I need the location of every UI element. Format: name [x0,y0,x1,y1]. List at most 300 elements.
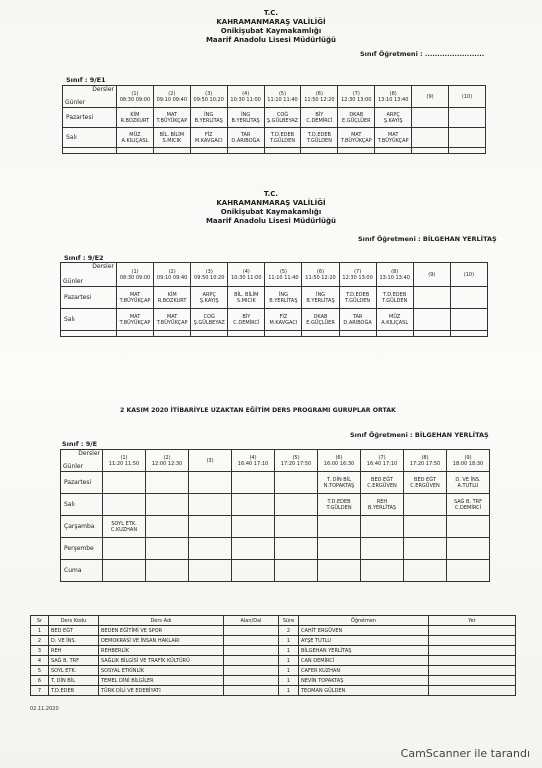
lesson-teacher: D.ARIBOĞA [343,319,372,326]
lesson-cell [449,108,486,128]
course-cell: TÜRK DİLİ VE EDEBİYATI [99,686,224,696]
lesson-cell [318,538,361,560]
lesson-teacher: A.KILIÇASL [381,319,409,326]
day-row [61,309,488,331]
course-cell: DEMOKRASİ VE İNSAN HAKLARI [99,636,224,646]
lesson-subject: SAĞ B. TRF [453,498,483,505]
period-time: 11:10 11:40 [267,96,298,103]
lesson-cell [275,472,318,494]
course-cell [429,676,516,686]
period-number: (5) [278,90,287,97]
period-header-cell [302,263,339,287]
lesson-teacher: T.GÜLDEN [382,297,408,304]
doc2-header-line: KAHRAMANMARAŞ VALİLİĞİ [216,199,326,207]
period-header-cell [301,86,338,108]
lesson-subject: KİM [167,291,177,298]
period-number: (9) [426,93,434,100]
course-row [31,636,516,646]
blank-cell [376,331,413,337]
lesson-cell [275,494,318,516]
lesson-teacher: B.YERLİTAŞ [306,297,335,304]
course-cell: T. DİN BİL [49,676,99,686]
lesson-cell [447,494,490,516]
period-number: (6) [335,454,343,461]
period-number: (4) [242,90,250,97]
period-header-cell [265,263,302,287]
day-label: Salı [61,494,103,516]
day-row [61,494,490,516]
course-cell: 4 [31,656,49,666]
course-cell [429,626,516,636]
lesson-cell [227,108,264,128]
lesson-cell [361,472,404,494]
course-cell: BİLGEHAN YERLİTAŞ [299,646,429,656]
course-cell: REHBERLİK [99,646,224,656]
lesson-cell [265,309,302,331]
lesson-cell [190,108,227,128]
course-cell: REH [49,646,99,656]
lesson-cell [232,472,275,494]
lesson-teacher: T.BÜYÜKÇAP [156,117,188,124]
course-cell [429,636,516,646]
doc2-header-line: T.C. [263,190,279,198]
lesson-teacher: A.TUTLU [457,482,479,489]
doc3-class-label: Sınıf : 9/E [62,440,98,448]
course-cell: NEVİN TOPAKTAŞ [299,676,429,686]
course-cell: AYŞE TUTLU [299,636,429,646]
lesson-teacher: T.BÜYÜKÇAP [340,137,372,144]
lesson-cell [189,494,232,516]
lesson-cell [375,108,412,128]
lesson-teacher: R.BOZKURT [157,297,187,304]
period-number: (8) [391,268,399,275]
lesson-subject: MAT [166,313,178,320]
lesson-cell [318,472,361,494]
blank-cell [338,148,375,154]
period-number: (7) [354,268,362,275]
lesson-cell [146,472,189,494]
lesson-cell [228,309,265,331]
corner-top-label: Dersler [92,263,114,270]
period-time: 17:20 17:50 [280,460,312,467]
lesson-subject: MÜZ [389,313,401,320]
lesson-cell [339,309,376,331]
period-time: 09:50 10:20 [194,274,225,281]
period-header-cell [413,263,450,287]
course-cell [224,686,279,696]
period-number: (3) [206,457,214,464]
period-number: (6) [316,268,325,275]
period-header-cell [376,263,413,287]
course-cell: SAĞLIK BİLGİSİ VE TRAFİK KÜLTÜRÜ [99,656,224,666]
blank-row [63,148,486,154]
lesson-subject: D. VE İNS. [455,476,481,483]
period-number: (10) [463,271,475,278]
lesson-teacher: C.KUZHAN [110,526,138,533]
blank-cell [61,331,117,337]
period-number: (9) [464,454,472,461]
lesson-cell [264,128,301,148]
blank-cell [63,148,117,154]
lesson-subject: T. DİN BİL [327,476,351,483]
lesson-cell [404,494,447,516]
course-header-row [31,616,516,626]
period-time: 11:50 12:20 [305,274,336,281]
period-header-cell [447,450,490,472]
lesson-teacher: T.GÜLDEN [306,137,332,144]
lesson-teacher: E.GÜÇLÜER [341,117,371,124]
lesson-cell [447,560,490,582]
lesson-teacher: C.DEMİRCİ [233,319,260,326]
lesson-cell [361,516,404,538]
lesson-cell [103,516,146,538]
course-cell: 3 [31,646,49,656]
lesson-teacher: B.YERLİTAŞ [269,297,298,304]
period-number: (1) [131,268,139,275]
day-label: Çarşamba [61,516,103,538]
blank-cell [302,331,339,337]
lesson-cell [404,516,447,538]
blank-cell [117,331,154,337]
period-header-cell [375,86,412,108]
lesson-cell [412,128,449,148]
lesson-subject: T.D.EDEB [346,291,370,298]
period-header-cell [450,263,487,287]
day-row [61,560,490,582]
lesson-cell [103,494,146,516]
corner-cell [61,263,117,287]
course-cell: 1 [31,626,49,636]
lesson-subject: ARPÇ [202,291,216,298]
lesson-cell [275,560,318,582]
course-cell: BED EĞT [49,626,99,636]
lesson-cell [103,538,146,560]
period-time: 08:30 09:00 [119,96,151,103]
lesson-subject: COĞ [203,313,215,320]
course-cell: 1 [279,636,299,646]
lesson-cell [449,128,486,148]
lesson-teacher: M.KAVGACI [194,137,223,144]
lesson-subject: FİZ [204,131,213,138]
period-number: (4) [249,454,257,461]
lesson-cell [450,309,487,331]
blank-row [61,331,488,337]
lesson-teacher: T.BÜYÜKÇAP [156,319,188,326]
blank-cell [450,331,487,337]
lesson-cell [376,309,413,331]
lesson-subject: MAT [129,291,141,298]
doc2-header-line: Maarif Anadolu Lisesi Müdürlüğü [205,217,337,225]
day-row [61,538,490,560]
doc3-footer-date: 02.11.2020 [30,706,59,712]
lesson-cell [404,538,447,560]
period-header-cell [361,450,404,472]
period-time: 09:10 09:40 [156,274,188,281]
lesson-subject: T.D.EDEB [327,498,351,505]
lesson-teacher: E.GÜÇLÜER [306,319,335,326]
lesson-teacher: N.TOPAKTAŞ [323,482,355,489]
lesson-cell [154,287,191,309]
lesson-teacher: B.YERLİTAŞ [367,504,397,511]
corner-cell [63,86,117,108]
course-cell: 2 [279,626,299,636]
doc1-header-line: KAHRAMANMARAŞ VALİLİĞİ [216,18,326,26]
corner-bottom-label: Günler [65,99,86,106]
lesson-subject: MAT [387,131,399,138]
lesson-cell [338,108,375,128]
lesson-teacher: Ş.KAYIŞ [199,297,219,304]
lesson-cell [153,128,190,148]
period-header-cell [338,86,375,108]
lesson-cell [117,309,154,331]
course-cell: CAN DEMİRCİ [299,656,429,666]
blank-cell [413,331,450,337]
lesson-teacher: R.BOZKURT [120,117,150,124]
course-cell: 2 [31,636,49,646]
period-header-cell [228,263,265,287]
lesson-subject: DKAB [349,111,364,118]
lesson-subject: FİZ [279,313,288,320]
lesson-cell [376,287,413,309]
course-cell: D. VE İNS. [49,636,99,646]
lesson-cell [189,516,232,538]
period-time: 09:50 10:20 [193,96,224,103]
blank-cell [153,148,190,154]
blank-cell [412,148,449,154]
lesson-subject: MÜZ [129,131,141,138]
lesson-teacher: B.YERLİTAŞ [231,117,260,124]
lesson-teacher: T.GÜLDEN [326,504,352,511]
blank-cell [190,148,227,154]
period-number: (5) [279,268,287,275]
blank-cell [449,148,486,154]
doc2-header-line: Onikişubat Kaymakamlığı [220,208,322,216]
lesson-cell [146,494,189,516]
period-header-cell [190,86,227,108]
period-time: 12:00 12:30 [151,460,183,467]
doc1-class-label: Sınıf : 9/E1 [66,76,106,84]
lesson-teacher: M.KAVGACI [269,319,298,326]
period-header-cell [189,450,232,472]
course-header-cell: Ders Adı [99,616,224,626]
course-cell [429,666,516,676]
lesson-teacher: C.ERGÜVEN [410,482,440,489]
lesson-cell [103,560,146,582]
lesson-cell [361,494,404,516]
period-time: 08:30 09:00 [119,274,151,281]
camscanner-watermark: CamScanner ile tarandı [400,747,530,760]
period-number: (2) [168,90,176,97]
lesson-cell [447,472,490,494]
lesson-subject: BED EĞT [414,476,436,483]
period-time: 10:30 11:00 [231,274,262,281]
period-number: (10) [461,93,473,100]
course-cell: 7 [31,686,49,696]
course-row [31,676,516,686]
lesson-cell [232,494,275,516]
course-cell: 1 [279,656,299,666]
course-cell: 1 [279,646,299,656]
lesson-subject: T.D.EDEB [383,291,407,298]
lesson-cell [413,287,450,309]
period-number: (5) [292,454,300,461]
lesson-teacher: T.GÜLDEN [269,137,296,144]
course-cell [224,666,279,676]
period-time: 13:10 13:40 [377,96,409,103]
doc2-header [171,190,371,226]
day-row [61,287,488,309]
lesson-cell [450,287,487,309]
lesson-teacher: T.GÜLDEN [345,297,371,304]
course-row [31,686,516,696]
blank-cell [227,148,264,154]
lesson-cell [361,538,404,560]
period-number: (8) [389,90,397,97]
day-row [63,128,486,148]
day-label: Cuma [61,560,103,582]
period-number: (8) [421,454,429,461]
lesson-cell [189,560,232,582]
course-row [31,646,516,656]
course-cell: CAFER KUZHAN [299,666,429,676]
lesson-cell [301,108,338,128]
lesson-cell [264,108,301,128]
course-cell: SOSYAL ETKİNLİK [99,666,224,676]
period-header-cell [146,450,189,472]
lesson-subject: BİY [242,313,251,320]
course-row [31,626,516,636]
period-time: 13:10 13:40 [379,274,410,281]
period-header-cell [117,86,154,108]
course-header-cell: Süre [279,616,299,626]
doc3-teacher-label: Sınıf Öğretmeni : BİLGEHAN YERLİTAŞ [350,431,489,439]
period-header-cell [103,450,146,472]
period-header-cell [191,263,228,287]
lesson-subject: SOYL ETK. [111,520,137,527]
lesson-cell [412,108,449,128]
corner-cell [61,450,103,472]
period-number: (2) [168,268,176,275]
course-cell: T.D.EDEB [49,686,99,696]
period-header-row [63,86,486,108]
lesson-subject: REH [376,498,388,505]
lesson-cell [404,560,447,582]
course-cell: TEOMAN GÜLDEN [299,686,429,696]
lesson-teacher: C.DEMİRCİ [306,117,333,124]
course-cell: SOYL ETK. [49,666,99,676]
lesson-cell [191,309,228,331]
period-time: 11:10 11:40 [268,274,299,281]
period-number: (7) [378,454,386,461]
blank-cell [264,148,301,154]
period-header-cell [404,450,447,472]
lesson-subject: T.D.EDEB [270,131,295,138]
lesson-subject: İNG [315,291,326,298]
lesson-cell [275,538,318,560]
period-time: 17:20 17:50 [409,460,441,467]
blank-cell [154,331,191,337]
course-header-cell: Yer [429,616,516,626]
corner-top-label: Dersler [78,450,100,457]
day-label: Salı [61,309,117,331]
course-cell [429,656,516,666]
lesson-cell [154,309,191,331]
lesson-subject: TAR [240,131,251,138]
period-header-cell [449,86,486,108]
lesson-cell [413,309,450,331]
blank-cell [191,331,228,337]
lesson-subject: MAT [166,111,178,118]
period-header-cell [117,263,154,287]
doc3-timetable [60,449,490,582]
lesson-subject: KİM [130,111,140,118]
lesson-teacher: T.BÜYÜKÇAP [119,319,151,326]
lesson-cell [339,287,376,309]
period-number: (1) [131,90,139,97]
lesson-teacher: S.MICIK [236,297,256,304]
lesson-teacher: C.ERGÜVEN [367,482,397,489]
period-header-cell [275,450,318,472]
doc1-header-line: T.C. [263,9,279,17]
lesson-teacher: B.YERLİTAŞ [194,117,223,124]
lesson-teacher: T.BÜYÜKÇAP [119,297,151,304]
day-label: Pazartesi [61,472,103,494]
doc2-teacher-label: Sınıf Öğretmeni : BİLGEHAN YERLİTAŞ [358,235,497,243]
course-header-cell: Ders Kodu [49,616,99,626]
lesson-cell [103,472,146,494]
period-number: (7) [352,90,360,97]
period-number: (2) [163,454,171,461]
doc1-header [171,9,371,45]
lesson-cell [447,516,490,538]
lesson-subject: ARPÇ [386,111,400,118]
lesson-cell [146,538,189,560]
lesson-subject: İNG [241,111,251,118]
blank-cell [375,148,412,154]
lesson-cell [404,472,447,494]
course-header-cell: Öğretmen [299,616,429,626]
day-row [61,516,490,538]
lesson-teacher: A.KILIÇASL [121,137,149,144]
period-number: (1) [120,454,128,461]
course-cell: 1 [279,666,299,676]
course-row [31,656,516,666]
period-header-cell [232,450,275,472]
lesson-subject: TAR [352,313,363,320]
lesson-cell [375,128,412,148]
lesson-subject: COĞ [276,111,289,118]
course-cell: 1 [279,676,299,686]
doc3-course-table [30,615,516,696]
corner-bottom-label: Günler [63,463,84,470]
lesson-cell [153,108,190,128]
lesson-cell [190,128,227,148]
course-cell [224,636,279,646]
period-number: (4) [242,268,250,275]
lesson-teacher: D.ARIBOĞA [231,137,260,144]
lesson-cell [265,287,302,309]
blank-cell [265,331,302,337]
period-header-cell [339,263,376,287]
doc1-teacher-label: Sınıf Öğretmeni : ........................ [360,50,485,58]
lesson-subject: MAT [351,131,362,138]
lesson-subject: DKAB [313,313,328,320]
lesson-teacher: Ş.GÜLBEYAZ [193,319,225,326]
course-cell: CAHİT ERGÜVEN [299,626,429,636]
day-label: Pazartesi [63,108,117,128]
day-row [61,472,490,494]
period-header-cell [264,86,301,108]
